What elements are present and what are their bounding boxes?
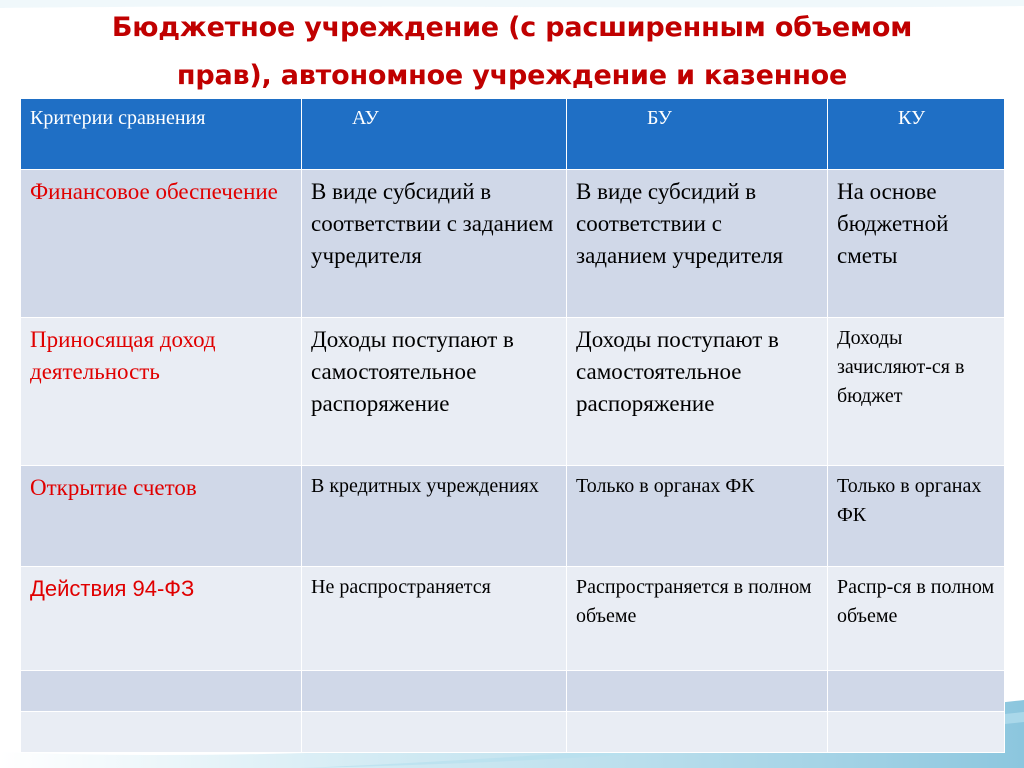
cell-ku: Доходы зачисляют-ся в бюджет bbox=[828, 318, 1005, 466]
cell-ku: Распр-ся в полном объеме bbox=[828, 567, 1005, 671]
cell-criterion: Открытие счетов bbox=[21, 466, 302, 567]
cell-bu: Распространяется в полном объеме bbox=[567, 567, 828, 671]
header-bu: БУ bbox=[567, 99, 828, 170]
table-row-empty bbox=[21, 671, 1005, 712]
table-header-row bbox=[21, 99, 1005, 170]
cell-criterion: Приносящая доход деятельность bbox=[21, 318, 302, 466]
cell-ku: Только в органах ФК bbox=[828, 466, 1005, 567]
table-row-empty bbox=[21, 712, 1005, 753]
table-row-accounts bbox=[21, 466, 1005, 567]
cell-ku: На основе бюджетной сметы bbox=[828, 170, 1005, 318]
cell-bu bbox=[567, 712, 828, 753]
cell-au: Доходы поступают в самостоятельное распоряжение bbox=[302, 318, 567, 466]
slide-title bbox=[0, 4, 1024, 100]
cell-criterion: Действия 94-ФЗ bbox=[21, 567, 302, 671]
table-row-94fz bbox=[21, 567, 1005, 671]
cell-au: Не распространяется bbox=[302, 567, 567, 671]
cell-au bbox=[302, 712, 567, 753]
header-ku: КУ bbox=[828, 99, 1005, 170]
slide-title-line-2: прав), автономное учреждение и казенное bbox=[176, 60, 848, 91]
cell-bu: Доходы поступают в самостоятельное распоряжение bbox=[567, 318, 828, 466]
cell-bu: Только в органах ФК bbox=[567, 466, 828, 567]
cell-ku bbox=[828, 671, 1005, 712]
cell-criterion bbox=[21, 671, 302, 712]
comparison-table bbox=[20, 98, 1005, 753]
cell-criterion bbox=[21, 712, 302, 753]
cell-criterion: Финансовое обеспечение bbox=[21, 170, 302, 318]
cell-au bbox=[302, 671, 567, 712]
cell-ku bbox=[828, 712, 1005, 753]
cell-bu bbox=[567, 671, 828, 712]
header-au: АУ bbox=[302, 99, 567, 170]
table-row-income-activity bbox=[21, 318, 1005, 466]
cell-au: В виде субсидий в соответствии с заданием учредителя bbox=[302, 170, 567, 318]
cell-bu: В виде субсидий в соответствии с заданием учредителя bbox=[567, 170, 828, 318]
table-row-financing bbox=[21, 170, 1005, 318]
cell-au: В кредитных учреждениях bbox=[302, 466, 567, 567]
header-criteria: Критерии сравнения bbox=[21, 99, 302, 170]
slide-title-line-1: Бюджетное учреждение (с расширенным объемом bbox=[111, 12, 913, 43]
